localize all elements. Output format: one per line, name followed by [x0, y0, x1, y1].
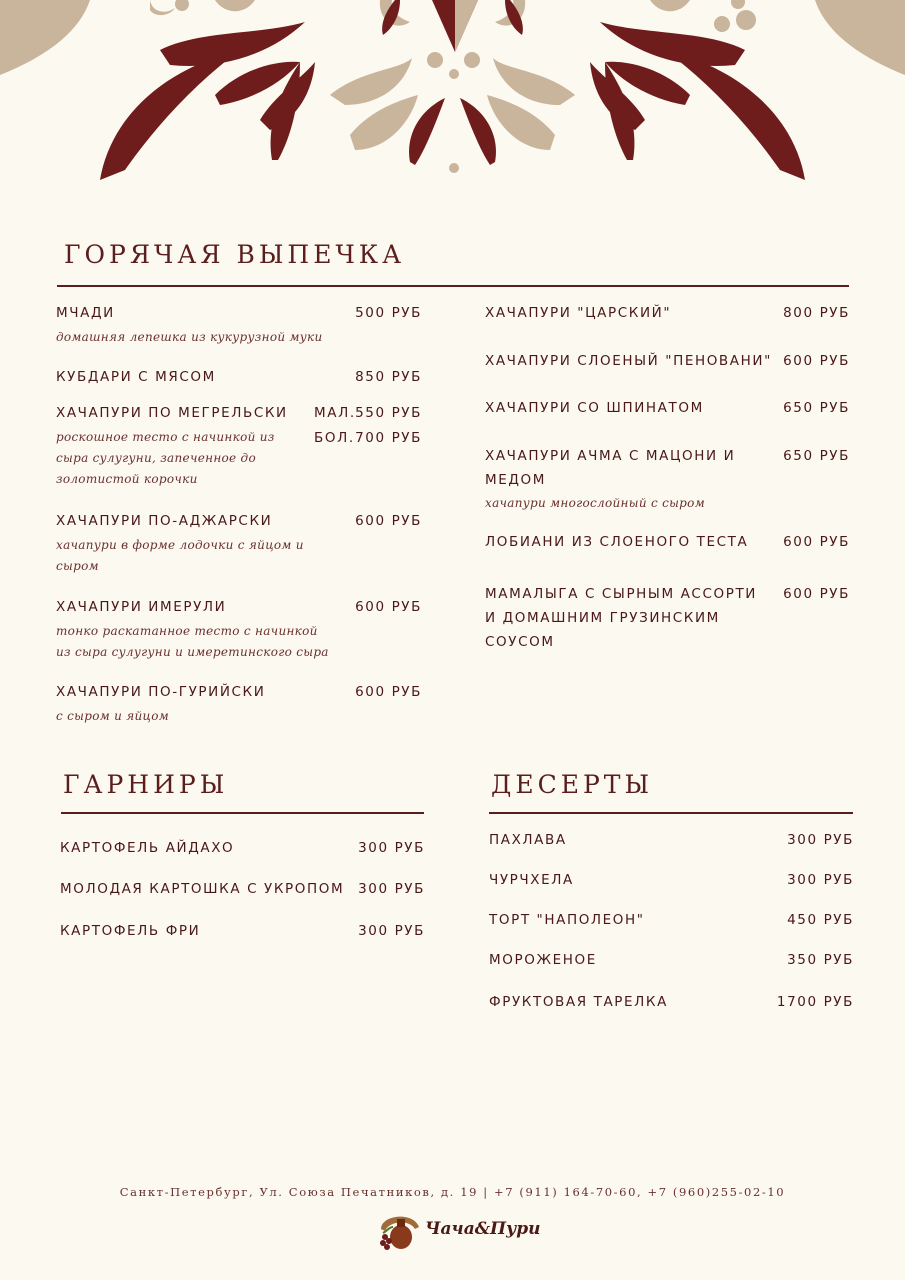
item-description: с сыром и яйцом [56, 709, 169, 723]
item-price: 350 РУБ [787, 952, 854, 968]
item-price: 600 РУБ [783, 534, 850, 550]
item-price: 600 РУБ [355, 599, 422, 615]
item-name: ХАЧАПУРИ ИМЕРУЛИ [56, 599, 227, 615]
section-title-desserts: ДЕСЕРТЫ [491, 770, 654, 799]
menu-item [485, 582, 850, 657]
menu-item [60, 919, 425, 945]
item-name: ФРУКТОВАЯ ТАРЕЛКА [489, 994, 668, 1010]
item-name-line: И ДОМАШНИМ ГРУЗИНСКИМ [485, 610, 720, 626]
section-title-sides: ГАРНИРЫ [63, 770, 229, 799]
item-name: ЧУРЧХЕЛА [489, 872, 574, 888]
item-name: МЧАДИ [56, 305, 115, 321]
menu-item [56, 509, 422, 579]
item-name: ХАЧАПУРИ ПО-АДЖАРСКИ [56, 513, 273, 529]
item-price: 300 РУБ [358, 840, 425, 856]
menu-item [485, 396, 850, 422]
item-price: 1700 РУБ [776, 994, 854, 1010]
item-price: 800 РУБ [783, 305, 850, 321]
item-name: ЛОБИАНИ ИЗ СЛОЕНОГО ТЕСТА [485, 534, 749, 550]
item-name: ХАЧАПУРИ СЛОЕНЫЙ "ПЕНОВАНИ" [485, 353, 772, 369]
item-price: 300 РУБ [358, 881, 425, 897]
item-price: 600 РУБ [355, 513, 422, 529]
menu-item [60, 836, 425, 862]
menu-item [56, 301, 422, 351]
size-small-label: МАЛ. [314, 405, 356, 421]
item-description-line: хачапури в форме лодочки с яйцом и [56, 538, 304, 552]
item-name: ТОРТ "НАПОЛЕОН" [489, 912, 645, 928]
menu-item [489, 990, 854, 1016]
item-name: ХАЧАПУРИ ПО МЕГРЕЛЬСКИ [56, 405, 288, 421]
section-divider [489, 812, 853, 814]
menu-item [489, 948, 854, 974]
item-price: 600 РУБ [355, 684, 422, 700]
item-price: 450 РУБ [787, 912, 854, 928]
item-price-large: 700 РУБ [355, 430, 422, 446]
item-name: КАРТОФЕЛЬ ФРИ [60, 923, 201, 939]
item-description-line: из сыра сулугуни и имеретинского сыра [56, 645, 329, 659]
footer-address: Санкт-Петербург, Ул. Союза Печатников, д. 19 | +7 (911) 164-70-60, +7 (960)255-02-10 [119, 1185, 786, 1199]
item-name: МОЛОДАЯ КАРТОШКА С УКРОПОМ [60, 881, 345, 897]
item-description-line: роскошное тесто с начинкой из [56, 430, 275, 444]
item-description-line: сыром [56, 559, 99, 573]
logo-text: Чача&Пури [425, 1219, 541, 1239]
item-price: 600 РУБ [783, 586, 850, 602]
item-price: 650 РУБ [783, 448, 850, 464]
section-divider [61, 812, 424, 814]
item-price: 300 РУБ [787, 872, 854, 888]
menu-item [489, 828, 854, 854]
item-description-line: сыра сулугуни, запеченное до [56, 451, 256, 465]
item-name-line: МЕДОМ [485, 472, 546, 488]
item-price: 500 РУБ [355, 305, 422, 321]
size-large-label: БОЛ. [314, 430, 355, 446]
menu-item [56, 365, 422, 391]
item-price-small: 550 РУБ [355, 405, 422, 421]
menu-item [56, 680, 422, 730]
item-name-line: ХАЧАПУРИ АЧМА С МАЦОНИ И [485, 448, 736, 464]
item-name: ХАЧАПУРИ ПО-ГУРИЙСКИ [56, 684, 266, 700]
menu-item [56, 595, 422, 665]
item-price: 300 РУБ [787, 832, 854, 848]
item-price: 300 РУБ [358, 923, 425, 939]
menu-item [56, 401, 422, 496]
item-name: КАРТОФЕЛЬ АЙДАХО [60, 840, 235, 856]
section-divider [57, 285, 849, 287]
menu-item [485, 349, 850, 375]
restaurant-logo [375, 1205, 541, 1255]
menu-item [60, 877, 425, 903]
item-description-line: золотистой корочки [56, 472, 198, 486]
menu-item [489, 908, 854, 934]
menu-item [485, 444, 850, 516]
item-price: 650 РУБ [783, 400, 850, 416]
item-price: 850 РУБ [355, 369, 422, 385]
item-description: хачапури многослойный с сыром [485, 496, 705, 510]
item-name: ПАХЛАВА [489, 832, 567, 848]
section-title-hot-pastry: ГОРЯЧАЯ ВЫПЕЧКА [64, 240, 406, 269]
item-name: ХАЧАПУРИ "ЦАРСКИЙ" [485, 305, 672, 321]
item-name-line: СОУСОМ [485, 634, 555, 650]
floral-ornament [0, 0, 905, 200]
menu-item [485, 530, 850, 556]
item-price: 600 РУБ [783, 353, 850, 369]
item-name: ХАЧАПУРИ СО ШПИНАТОМ [485, 400, 704, 416]
item-description: домашняя лепешка из кукурузной муки [56, 330, 323, 344]
item-name-line: МАМАЛЫГА С СЫРНЫМ АССОРТИ [485, 586, 757, 602]
item-name: МОРОЖЕНОЕ [489, 952, 597, 968]
item-name: КУБДАРИ С МЯСОМ [56, 369, 216, 385]
item-description-line: тонко раскатанное тесто с начинкой [56, 624, 318, 638]
menu-item [489, 868, 854, 894]
jug-grapes-icon [375, 1205, 423, 1253]
menu-item [485, 301, 850, 327]
